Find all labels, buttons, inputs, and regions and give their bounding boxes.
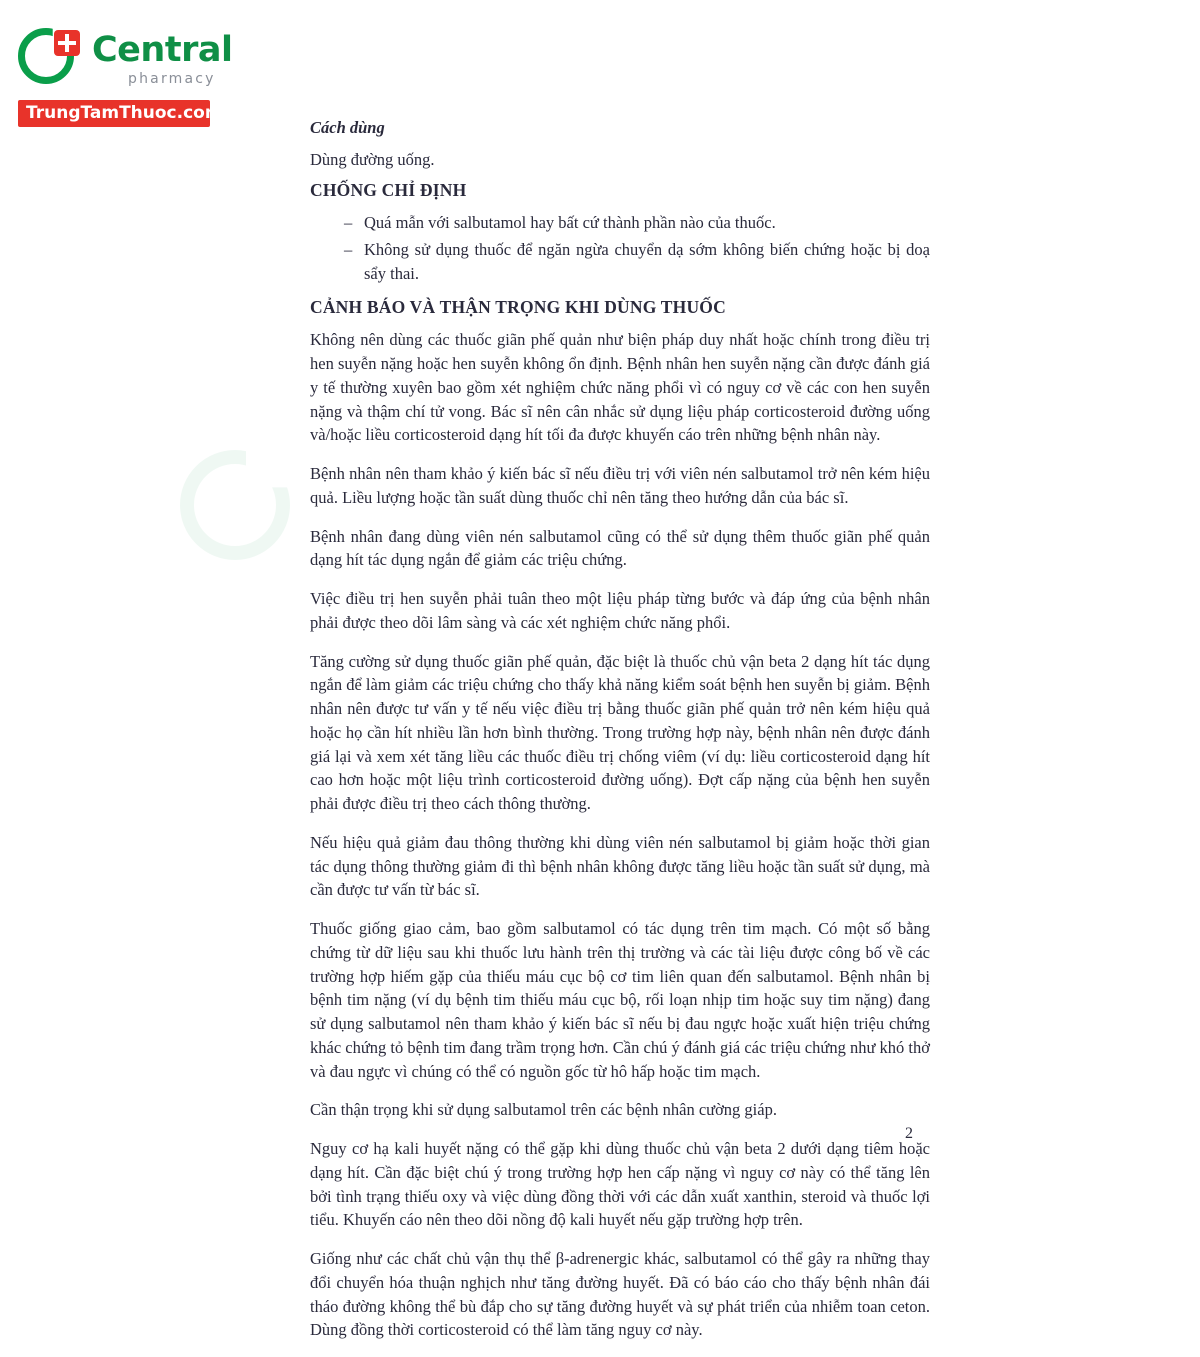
paragraph: Bệnh nhân đang dùng viên nén salbutamol cũng có thể sử dụng thêm thuốc giãn phế quản dạng hít tác dụng ngắn để giảm các triệu chứng. — [310, 526, 930, 570]
medical-cross-icon — [54, 30, 80, 56]
paragraph: Giống như các chất chủ vận thụ thể β-adrenergic khác, salbutamol có thể gây ra những thay đổi chuyển hóa thuận nghịch như tăng đường huyết. Đã có báo cáo cho thấy bệnh nhân đái tháo đường không thể bù đắp cho sự tăng đường huyết và sự phát triển của nhiễm toan ceton. Dùng đồng thời corticosteroid có thể làm tăng nguy cơ này. — [310, 1249, 930, 1340]
paragraph: Bệnh nhân nên tham khảo ý kiến bác sĩ nếu điều trị với viên nén salbutamol trở nên kém hiệu quả. Liều lượng hoặc tần suất dùng thuốc chỉ nên tăng theo hướng dẫn của bác sĩ. — [310, 464, 930, 507]
warning-heading: CẢNH BÁO VÀ THẬN TRỌNG KHI DÙNG THUỐC — [310, 297, 726, 318]
contraindication-list — [310, 211, 930, 285]
paragraph: Việc điều trị hen suyễn phải tuân theo một liệu pháp từng bước và đáp ứng của bệnh nhân phải được theo dõi lâm sàng và các xét nghiệm chức năng phổi. — [310, 589, 930, 632]
brand-logo-row — [18, 28, 268, 90]
watermark-icon — [150, 430, 290, 590]
watermark-ring-shape — [180, 450, 290, 560]
site-url-badge: TrungTamThuoc.com — [18, 100, 210, 127]
paragraph: Không nên dùng các thuốc giãn phế quản như biện pháp duy nhất hoặc chính trong điều trị hen suyễn nặng hoặc hen suyễn không ổn định. Bệnh nhân hen suyễn nặng cần được đánh giá y tế thường xuyên bao gồm xét nghiệm chức năng phổi vì có nguy cơ về các con hen suyễn nặng và thậm chí tử vong. Bác sĩ nên cân nhắc sử dụng liệu pháp corticosteroid đường uống và/hoặc liều corticosteroid dạng hít tối đa được khuyến cáo trên những bệnh nhân này. — [310, 330, 930, 445]
page-number: 2 — [905, 1125, 913, 1142]
list-item: – Không sử dụng thuốc để ngăn ngừa chuyển dạ sớm không biến chứng hoặc bị doạ sẩy thai. — [344, 238, 930, 285]
paragraph: Thuốc giống giao cảm, bao gồm salbutamol có tác dụng trên tim mạch. Có một số bằng chứng từ dữ liệu sau khi thuốc lưu hành trên thị trường và các tài liệu được công bố về các trường hợp hiếm gặp của thiếu máu cục bộ cơ tim liên quan đến salbutamol. Bệnh nhân bị bệnh tim nặng (ví dụ bệnh tim thiếu máu cục bộ, rối loạn nhịp tim hoặc suy tim nặng) đang sử dụng salbutamol nên tham khảo ý kiến bác sĩ nếu bị đau ngực hoặc xuất hiện triệu chứng khác chứng tỏ bệnh tim đang trầm trọng hơn. Cần chú ý đánh giá các triệu chứng như khó thở và đau ngực vì chúng có thể có nguồn gốc từ hô hấp hoặc tim mạch. — [310, 919, 930, 1081]
usage-heading: Cách dùng — [310, 118, 385, 137]
brand-logo-block — [18, 28, 268, 127]
brand-subtitle: pharmacy — [128, 70, 216, 87]
contraindication-heading: CHỐNG CHỈ ĐỊNH — [310, 180, 467, 200]
brand-name: Central — [92, 29, 233, 70]
document-text-column — [310, 118, 930, 1357]
c-ring-with-cross-icon — [18, 28, 80, 90]
paragraph: Nguy cơ hạ kali huyết nặng có thể gặp khi dùng thuốc chủ vận beta 2 dưới dạng tiêm hoặc dạng hít. Cần đặc biệt chú ý trong trường hợp hen cấp nặng vì nguy cơ này có thể tăng lên bởi tình trạng thiếu oxy và việc dùng đồng thời với các dẫn xuất xanthin, steroid và thuốc lợi tiểu. Khuyến cáo nên theo dõi nồng độ kali huyết nếu gặp trường hợp trên. — [310, 1139, 930, 1230]
paragraph: Nếu hiệu quả giảm đau thông thường khi dùng viên nén salbutamol bị giảm hoặc thời gian tác dụng thông thường giảm đi thì bệnh nhân không được tăng liều hoặc tần suất sử dụng, mà cần được tư vấn từ bác sĩ. — [310, 832, 930, 900]
brand-text — [92, 29, 233, 87]
usage-text: Dùng đường uống. — [310, 150, 435, 169]
paragraph: Cần thận trọng khi sử dụng salbutamol trên các bệnh nhân cường giáp. — [310, 1100, 777, 1120]
paragraph: Tăng cường sử dụng thuốc giãn phế quản, đặc biệt là thuốc chủ vận beta 2 dạng hít tác dụng ngắn để làm giảm các triệu chứng cho thấy khả năng kiểm soát bệnh hen suyễn bị giảm. Bệnh nhân nên được tư vấn y tế nếu việc điều trị bằng thuốc giãn phế quản trở nên kém hiệu quả hoặc họ cần hít nhiều lần hơn bình thường. Trong trường hợp này, bệnh nhân nên được đánh giá lại và xem xét tăng liều các thuốc điều trị chống viêm (ví dụ: liều corticosteroid dạng hít cao hơn hoặc một liệu trình corticosteroid đường uống). Đợt cấp nặng của bệnh hen suyễn phải được điều trị theo cách thông thường. — [310, 651, 930, 814]
list-item: – Quá mẫn với salbutamol hay bất cứ thành phần nào của thuốc. — [344, 211, 930, 234]
